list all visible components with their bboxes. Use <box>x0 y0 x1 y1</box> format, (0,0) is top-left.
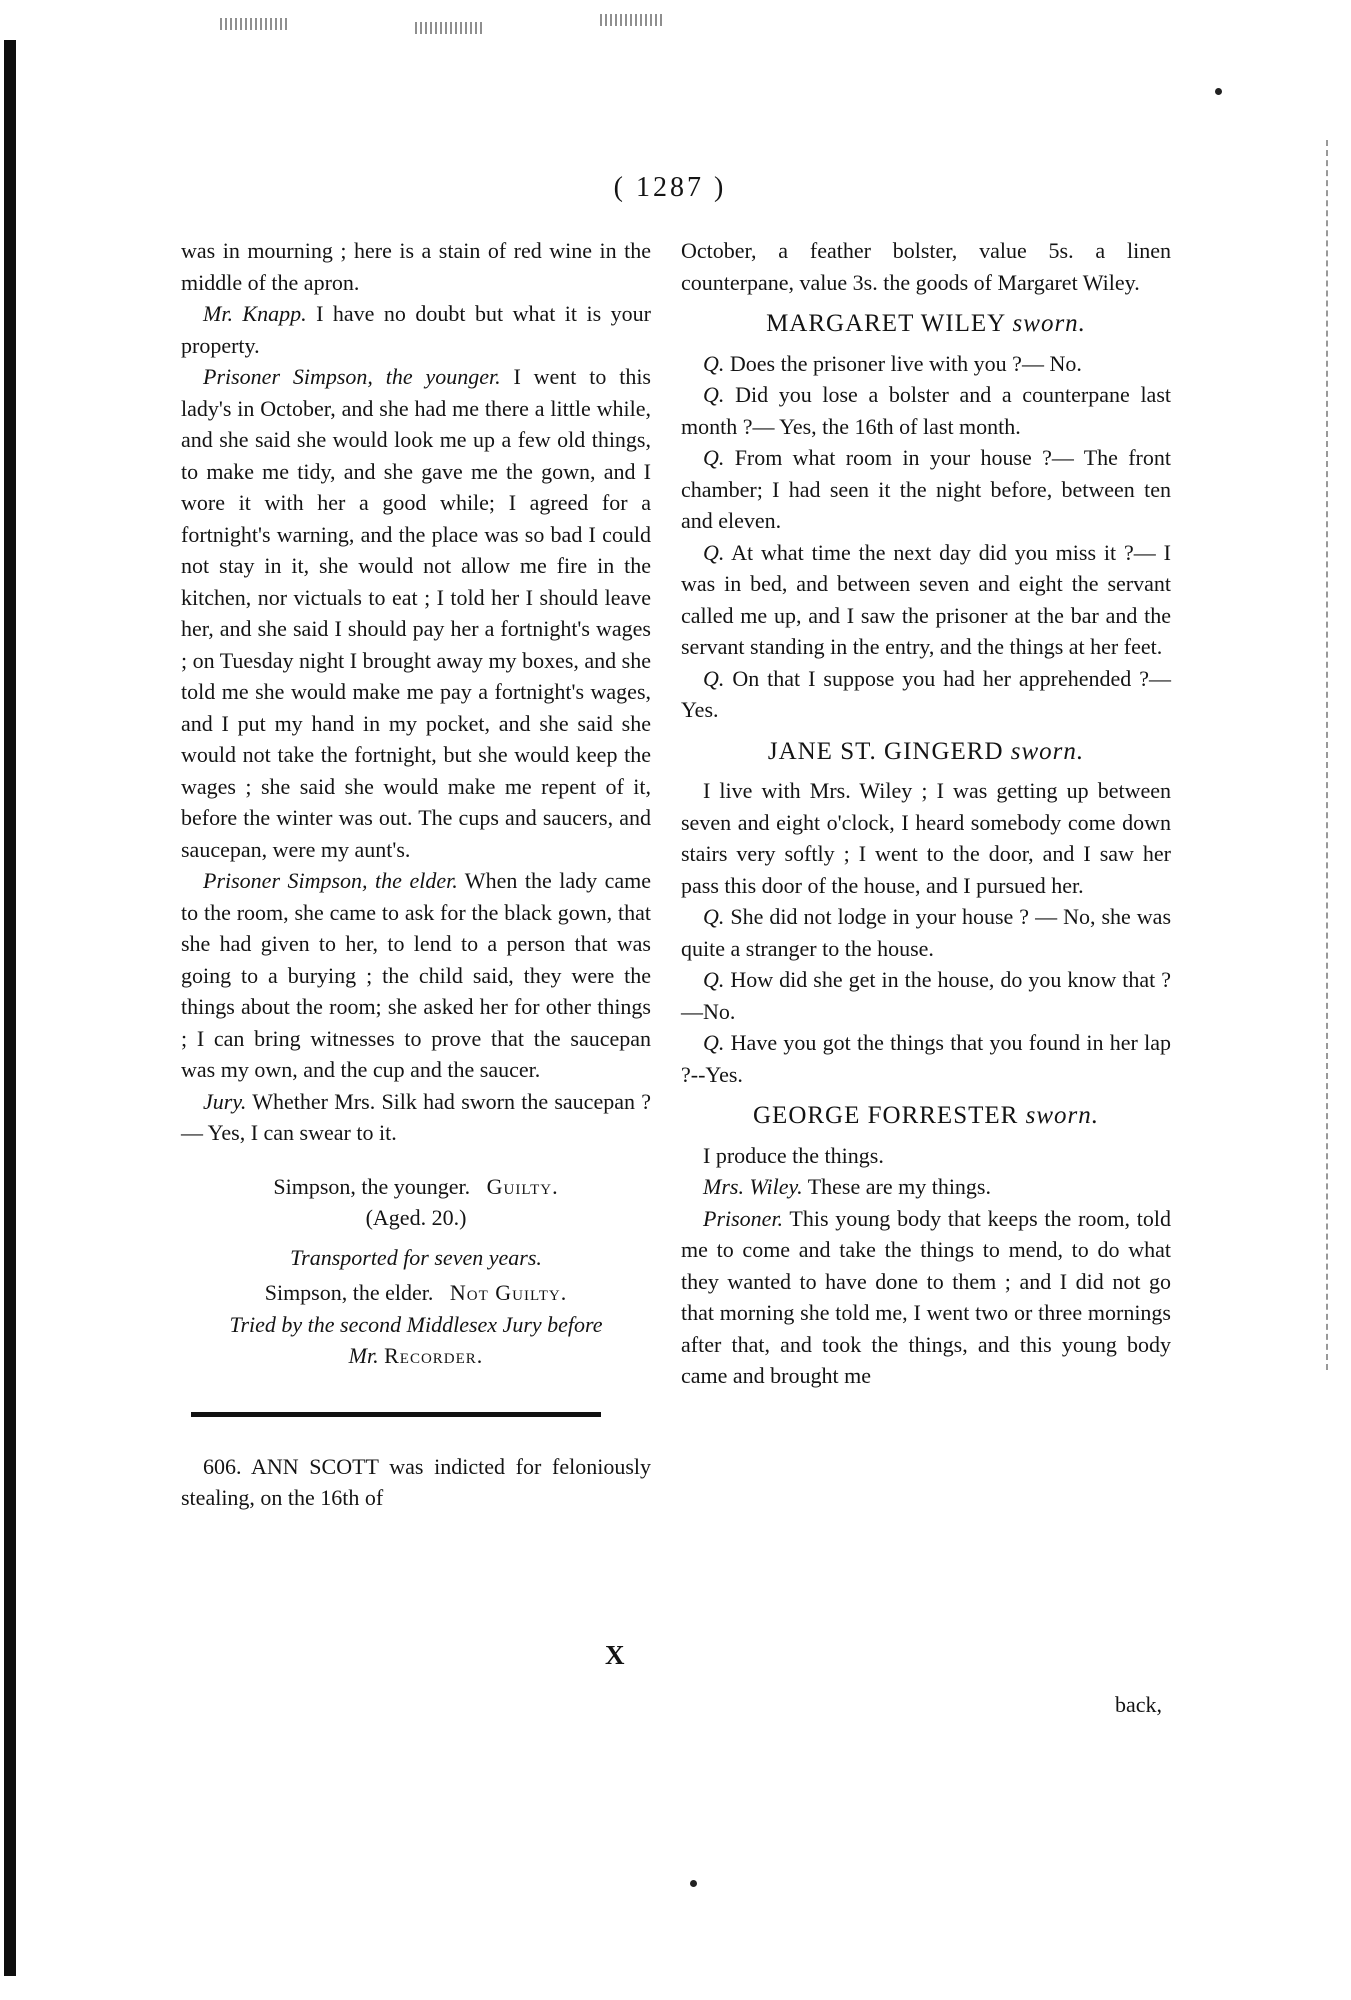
qa-text: At what time the next day did you miss it ?— I was in bed, and between seven and eight the servant called me up, and I saw the prisoner at the bar and the servant standing in the entry, and the things at her feet. <box>681 539 1171 659</box>
paragraph <box>181 865 651 1086</box>
sworn-label: sworn. <box>1012 310 1086 337</box>
question <box>681 1027 1171 1090</box>
paragraph: October, a feather bolster, value 5s. a linen counterpane, value 3s. the goods of Margaret Wiley. <box>681 238 1171 295</box>
speech: When the lady came to the room, she came to ask for the black gown, that she had given to her, to lend to a person that was going to a burying ; the child said, they were the things about the room; she asked her for other things ; I can bring witnesses to prove that the saucepan was my own, and the cup and the saucer. <box>181 868 651 1082</box>
qa-text: How did she get in the house, do you know that ?—No. <box>681 967 1171 1024</box>
speech: This young body that keeps the room, told me to come and take the things to mend, to do what they wanted to have done to them ; and I did not go that morning she told me, I went two or three mornings after that, and took the things, and this young body came and brought me <box>681 1205 1171 1388</box>
judge-prefix: Mr. <box>348 1343 385 1368</box>
judge-name: Recorder. <box>384 1343 484 1368</box>
speaker: Prisoner. <box>703 1205 784 1231</box>
question <box>681 442 1171 537</box>
page-fold-mark <box>1326 140 1330 1370</box>
paragraph <box>181 298 651 361</box>
verdict <box>181 1171 651 1203</box>
verdict-age: (Aged. 20.) <box>365 1205 467 1230</box>
question <box>681 901 1171 964</box>
witness-name: GEORGE FORRESTER <box>753 1102 1019 1129</box>
speaker: Jury. <box>203 1088 247 1114</box>
paragraph <box>681 1203 1171 1392</box>
witness-heading <box>681 308 1171 340</box>
paragraph: I live with Mrs. Wiley ; I was getting up between seven and eight o'clock, I heard somebody come down stairs very softly ; I went to the door, and I saw her pass this door of the house, and I pursued her. <box>681 778 1171 898</box>
q-mark: Q. <box>703 445 725 470</box>
qa-text: Does the prisoner live with you ?— No. <box>729 350 1082 376</box>
page-edge-shadow <box>4 40 16 1976</box>
verdict-result: Guilty. <box>486 1173 559 1199</box>
verdict-name: Simpson, the elder. <box>264 1280 434 1305</box>
sworn-label: sworn. <box>1010 737 1085 765</box>
qa-text: She did not lodge in your house ? — No, she was quite a stranger to the house. <box>681 904 1172 961</box>
witness-heading <box>681 1100 1171 1132</box>
speech: Whether Mrs. Silk had sworn the saucepan ?— Yes, I can swear to it. <box>181 1088 651 1145</box>
case-paragraph: 606. ANN SCOTT was indicted for feloniously stealing, on the 16th of <box>181 1453 651 1510</box>
verdict-name: Simpson, the younger. <box>273 1173 471 1199</box>
q-mark: Q. <box>703 904 725 929</box>
witness-name: JANE ST. GINGERD <box>767 737 1004 765</box>
ink-smudge <box>600 14 665 26</box>
ink-smudge <box>415 22 485 34</box>
speaker: Mrs. Wiley. <box>703 1174 803 1199</box>
qa-text: On that I suppose you had her apprehended ?— Yes. <box>681 665 1171 722</box>
speaker: Prisoner Simpson, the elder. <box>203 868 458 893</box>
question <box>681 964 1171 1027</box>
signature-mark: X <box>605 1640 625 1670</box>
paragraph: was in mourning ; here is a stain of red wine in the middle of the apron. <box>181 238 651 295</box>
speech: I have no doubt but what it is your property. <box>181 301 651 358</box>
catchword: back, <box>1115 1692 1163 1717</box>
verdict <box>181 1277 651 1309</box>
speaker: Mr. Knapp. <box>203 301 307 326</box>
speech: I went to this lady's in October, and she had me there a little while, and she said she would look me up a few old things, to make me tidy, and she gave me the gown, and I wore it with her a good while; I agreed for a fortnight's warning, and the place was so bad I could not stay in it, she would not allow me fire in the kitchen, nor victuals to eat ; I told her I should leave her, and she said I should pay her a fortnight's wages ; on Tuesday night I brought away my boxes, and she told me she would make me pay a fortnight's wages, and I put my hand in my pocket, and she said she would not take the fortnight, but she would keep the wages ; she said she would make me repent of it, before the winter was out. The cups and saucers, and saucepan, were my aunt's. <box>181 364 651 862</box>
sworn-label: sworn. <box>1025 1102 1099 1129</box>
q-mark: Q. <box>703 350 725 376</box>
left-column <box>181 235 651 1514</box>
witness-heading <box>681 736 1171 768</box>
paragraph <box>681 1171 1171 1203</box>
judge <box>181 1340 651 1372</box>
question <box>681 379 1171 442</box>
q-mark: Q. <box>703 382 725 407</box>
witness-name: MARGARET WILEY <box>766 310 1006 337</box>
paragraph <box>181 1086 651 1149</box>
question <box>681 663 1171 726</box>
q-mark: Q. <box>703 1030 725 1055</box>
q-mark: Q. <box>703 539 725 565</box>
tried-by: Tried by the second Middlesex Jury before <box>229 1311 603 1337</box>
q-mark: Q. <box>703 665 725 691</box>
question <box>681 537 1171 663</box>
right-column <box>681 235 1171 1392</box>
question <box>681 348 1171 380</box>
sentence: Transported for seven years. <box>290 1244 542 1270</box>
ink-speck <box>1215 88 1222 95</box>
qa-text: Have you got the things that you found in her lap ?--Yes. <box>681 1030 1172 1087</box>
verdict-result: Not Guilty. <box>449 1280 568 1305</box>
ink-speck <box>690 1880 697 1887</box>
paragraph <box>181 361 651 865</box>
speaker: Prisoner Simpson, the younger. <box>203 364 501 389</box>
page-number: ( 1287 ) <box>613 172 727 203</box>
section-rule <box>191 1412 601 1417</box>
paragraph: I produce the things. <box>703 1142 884 1168</box>
qa-text: Did you lose a bolster and a counterpane last month ?— Yes, the 16th of last month. <box>681 382 1171 439</box>
qa-text: From what room in your house ?— The front chamber; I had seen it the night before, between ten and eleven. <box>681 445 1171 533</box>
q-mark: Q. <box>703 967 725 992</box>
ink-smudge <box>220 18 290 30</box>
speech: These are my things. <box>802 1174 991 1199</box>
